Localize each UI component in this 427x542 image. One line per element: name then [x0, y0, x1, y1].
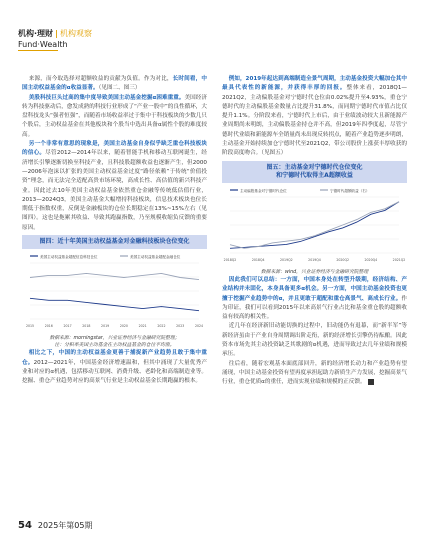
- x-tick-label: 2018: [82, 324, 91, 329]
- chart-fig5: [222, 185, 407, 269]
- legend-label: 宁德时代超额收益（右）: [330, 188, 370, 193]
- x-tick-label: 2019: [101, 324, 110, 329]
- x-tick-label: 2023: [176, 324, 185, 329]
- end-mark-icon: [368, 379, 374, 385]
- paragraph: 美股科技巨头过高的集中度导致美国主动基金挖掘α困难重重。美国经济转为科技驱动后，愈发成熟的科技行业形成了“产业一股中”的良性循环，大盘科技龙头“强者恒强”，而随着市场收益率过于集中于科技板块的少数几只个股后，主动权益基金在其他板块和个股当中选出具备α属性个股的难度较高。: [22, 94, 207, 138]
- x-tick-label: 2017: [63, 324, 72, 329]
- x-tick-label: 2015: [25, 324, 35, 329]
- chart-fig4: [22, 251, 207, 335]
- right-column: [222, 75, 407, 388]
- paragraph: 近几年在经济新旧动能切换的过程中，旧动能仍有退幕，而“新半军”等新经济虽由于产业自身周期调出阶走衔，新的经济增长引擎仍待酝酿。因此资本市场先其主动投资缺乏其歌剧的α机遇，进而导致过去几年业绩和规模承压。: [222, 323, 407, 358]
- legend-label: 美国主动权益基金超配信息科技仓位: [40, 255, 98, 260]
- x-tick-label: 2021: [138, 324, 147, 329]
- x-tick-label: 2020Q4: [364, 257, 378, 262]
- subsection-title: 机构观察: [59, 29, 92, 38]
- figure-title-line: 和宁德时代取得主A超额收益: [276, 171, 353, 179]
- paragraph: 因此我们可以总结：一方面，中国本身处在转型升级期，经济结构、产业结构并未固化，本身具备更多α机会。另一方面，中国主动基金投资也更擅于挖掘产业趋势中的α，并且更敢于超配和重仓高景气、高成长行业。作为印证，我们可以看到2015年以来高景气行业占比和基金重仓股的超额收益有较高的相关性。: [222, 276, 407, 321]
- paragraph: 往后看，随着宏观基本面底部回升，新的经济增长动力和产业趋势有望涌现，中国主动基金投资有望再度承担起助力新质生产力发展，挖掘高景气行业，重仓优质α的重任，进而实现业绩和规模的正反馈。: [222, 360, 407, 386]
- section-header: [18, 28, 92, 39]
- figure-note: 注：分积率美国主动基金在主动权益基金的仓位平均值。: [54, 343, 175, 349]
- header-rule: [18, 50, 58, 51]
- section-english: Fund·Wealth: [18, 40, 68, 49]
- legend-label: 主动偏股基金对宁德时代仓位: [240, 188, 287, 193]
- left-column: [22, 75, 207, 387]
- x-tick-label: 2020: [119, 324, 128, 329]
- issue-label: 2025年第05期: [37, 521, 93, 530]
- figure-caption: 数据来源：morningstar，兴业证券经济与金融研究院整理；: [49, 336, 180, 342]
- x-tick-label: 2019Q2: [280, 257, 293, 262]
- page-header: [18, 28, 92, 49]
- x-tick-label: 2019Q4: [308, 257, 321, 262]
- series-line: [30, 298, 199, 310]
- x-tick-label: 2021Q2: [392, 257, 406, 262]
- x-tick-label: 2018Q2: [223, 257, 237, 262]
- chart-fig4-svg: [22, 251, 207, 331]
- paragraph: 来源，而今取选择对超额收益的贡献为负值。作为对比，长时间看，中国主动权益基金的α收益显著。（见图二、图三）: [22, 76, 207, 92]
- page-footer: [18, 520, 92, 531]
- x-tick-label: 2018Q4: [251, 257, 265, 262]
- figure-title-line: 图五：主动基金对宁德时代仓位变化: [266, 163, 363, 171]
- figure-title: [222, 161, 407, 183]
- section-separator: |: [55, 29, 58, 38]
- series-line: [30, 273, 199, 279]
- x-tick-label: 2020Q2: [336, 257, 349, 262]
- x-tick-label: 2024: [194, 324, 204, 329]
- legend-label: 美国主动权益基金超配金融仓位: [130, 255, 181, 260]
- x-tick-label: 2016: [44, 324, 53, 329]
- chart-fig5-svg: [222, 185, 407, 265]
- figure-caption: 数据来源：wind，兴业证券经济与金融研究院整理: [260, 269, 369, 275]
- x-tick-label: 2022: [157, 324, 166, 329]
- paragraph: 例如，2019年起达到高端制造全景气周期，主动基金投资大幅加仓其中最具代表性的新能源，并获得丰厚的回报。整体来看，2018Q1—2021Q2，主动偏股基金对宁德时代仓位由0.02%提升至4.93%，重仓宁德时代的主动偏股基金数量占比提升31.8%，而同期宁德时代市值占比仅提升1.1%。分阶段来看，宁德时代上市后，由于业绩波动较大且新能源产业周期尚未明朗，主动偏股基金持仓并不高，但2019年四季度起，尽管宁德时代业绩和新能源车全销量尚未出现反转拐点，随着产业趋势逐步明朗，主动基金开始持续加仓宁德时代至2021Q2，带公司股价上涨获丰厚收获的阶段高度吻合。（见图五）: [222, 76, 407, 157]
- section-title: 机构·理财: [18, 29, 54, 38]
- page-number: 54: [18, 520, 32, 531]
- paragraph: 相比之下，中国的主动权益基金更善于捕捉新产业趋势且敢于集中重仓。2012—2021年，中国基金经济增速温和，但其中涌现了大量优秀产业和对应的α机遇，包括移动互联网、消费升级、老龄化和高端制造业等。挖掘、重仓产业趋势对应的高景气行业是主动权益基金长期跑赢的根本。: [22, 350, 207, 385]
- paragraph: 另一个非常有意思的现象是，美国主动基金自身似乎缺乏重仓科技板块的信心。尽管2012—2014年以来，随着智能手机和移动互联网诞生，经济增长引擎逐渐切换至科技产业，且科技股超额收益也逐渐产生，但2000—2006年泡沫以扩张的美国主动权益基金过度“路径依赖”于传统“价值投资”理念，而无法完全适配高贵市场环境，高成长性、高估值的新兴科技产业。因此过去10年美国主动权益基金依然重仓金融等传统低估值行业，2013—2024Q3，美国主动基金大幅增持科技板块，信息技术板块也位长期低于指数权重，反倒是金融板块的仓位长期稳定在13%~15%左右（见图四）。这也是拖累其收益、导致其跑赢指数，乃至规模收缩负反馈的重要原因。: [22, 141, 207, 231]
- figure-title: 图四：近十年美国主动权益基金对金融科技板块仓位变化: [22, 235, 207, 249]
